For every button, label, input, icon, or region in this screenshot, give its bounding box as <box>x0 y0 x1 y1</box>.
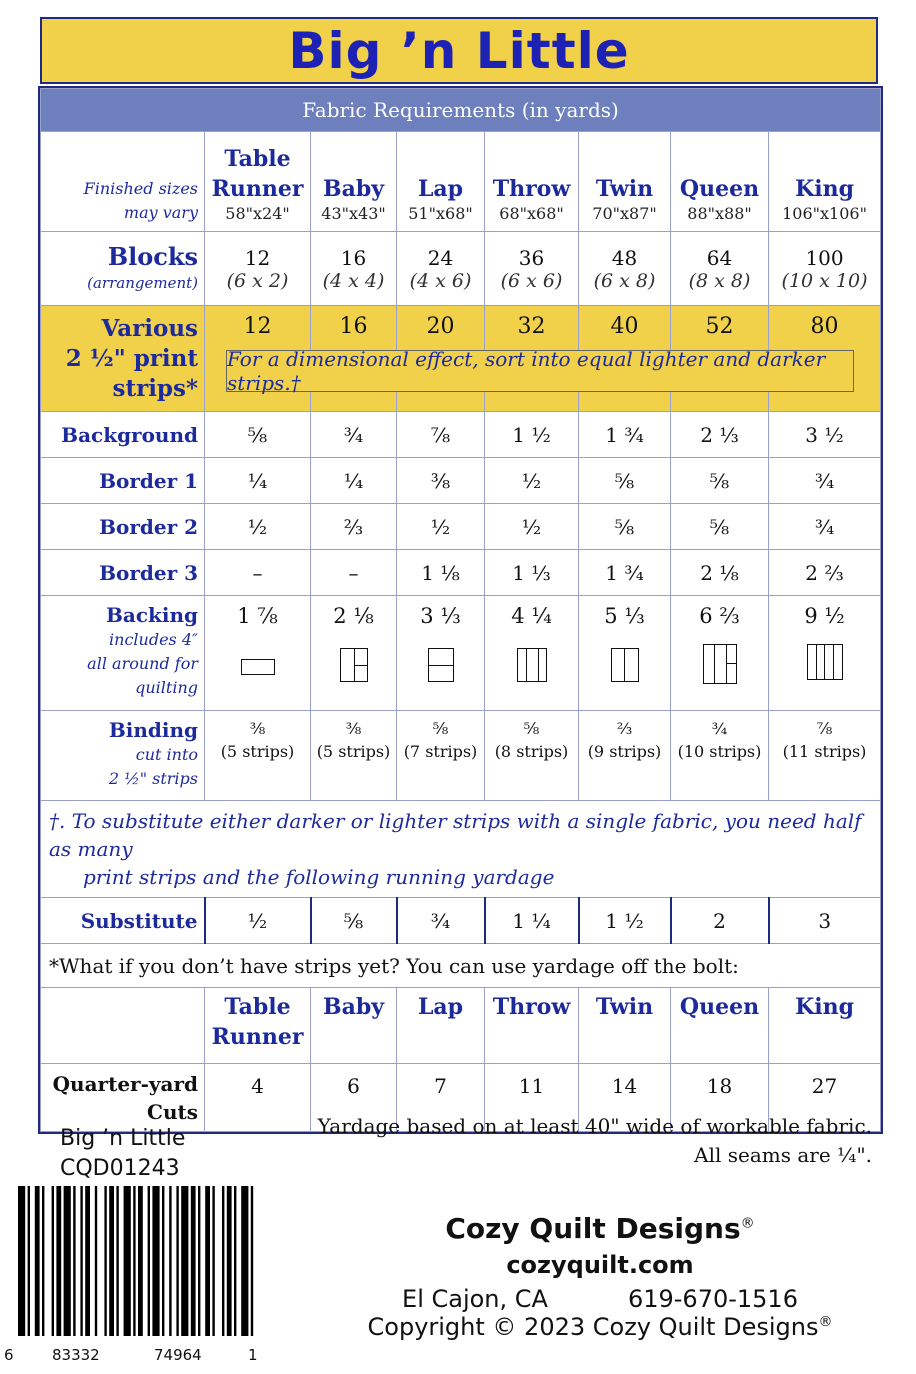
size-note-2: may vary <box>123 203 198 222</box>
backing-value: 1 ⅞ <box>237 604 278 628</box>
quarter-value: 6 <box>311 1064 397 1132</box>
backing-sub-1: includes 4″ <box>109 630 198 649</box>
size-name: Baby <box>322 994 384 1020</box>
barcode-digit-first: 6 <box>4 1346 14 1364</box>
binding-value: ⅞ <box>816 719 833 738</box>
blocks-arrangement: (6 x 6) <box>500 269 563 292</box>
backing-value: 3 ⅓ <box>420 604 461 628</box>
substitute-value: 3 <box>769 898 881 944</box>
backing-sub-3: quilting <box>135 678 198 697</box>
size-dim: 43"x43" <box>321 204 386 223</box>
substitute-value: ⅝ <box>311 898 397 944</box>
size-dim: 58"x24" <box>225 204 290 223</box>
backing-layout-icon <box>428 648 454 682</box>
sizes-row-2 <box>41 988 881 1064</box>
strips-value: 32 <box>485 306 579 412</box>
binding-value: ⅝ <box>523 719 540 738</box>
size-name: Table <box>224 994 291 1020</box>
size-name: Queen <box>679 994 760 1020</box>
footnote-line-1: †. To substitute either darker or lighter strips with a single fabric, you need half as many <box>49 809 862 861</box>
backing-value: 2 ⅛ <box>333 604 374 628</box>
strips-value: 20 <box>397 306 485 412</box>
blocks-value: 48 <box>611 245 638 270</box>
binding-strips: (9 strips) <box>587 742 662 761</box>
quarter-value: 11 <box>485 1064 579 1132</box>
company-name: Cozy Quilt Designs <box>445 1212 741 1245</box>
size-name: Throw <box>492 176 571 202</box>
size-name: Runner <box>211 176 304 202</box>
border1-value: ⅜ <box>397 458 485 504</box>
binding-label: Binding <box>108 718 198 742</box>
title-banner <box>40 17 878 84</box>
background-label: Background <box>41 412 205 458</box>
whatif-row <box>41 944 881 988</box>
border2-value: ½ <box>205 504 311 550</box>
size-name: Runner <box>211 1024 304 1050</box>
border2-value: ½ <box>397 504 485 550</box>
barcode-digits-left: 83332 <box>52 1346 100 1364</box>
size-dim: 88"x88" <box>687 204 752 223</box>
backing-layout-icon <box>703 644 737 684</box>
quarter-value: 14 <box>579 1064 671 1132</box>
border3-label: Border 3 <box>41 550 205 596</box>
size-dim: 51"x68" <box>408 204 473 223</box>
blocks-value: 16 <box>340 245 367 270</box>
quarter-value: 7 <box>397 1064 485 1132</box>
copyright-reg-mark: ® <box>818 1314 833 1330</box>
strips-label-1: Various <box>101 314 198 342</box>
fabric-requirements-table <box>40 88 881 1132</box>
size-name: King <box>795 176 854 202</box>
border1-value: ¾ <box>769 458 881 504</box>
company-url: cozyquilt.com <box>506 1251 694 1279</box>
border3-value: – <box>311 550 397 596</box>
size-name: Throw <box>492 994 571 1020</box>
strips-value: 52 <box>671 306 769 412</box>
binding-value: ⅝ <box>432 719 449 738</box>
product-info <box>60 1124 185 1184</box>
product-code: CQD01243 <box>60 1156 180 1181</box>
table-header: Fabric Requirements (in yards) <box>41 89 881 132</box>
blocks-value: 24 <box>427 245 454 270</box>
background-value: 1 ¾ <box>579 412 671 458</box>
border2-value: ⅔ <box>311 504 397 550</box>
size-dim: 106"x106" <box>782 204 867 223</box>
quarter-label-1: Quarter-yard <box>52 1072 198 1096</box>
size-name: Twin <box>595 994 654 1020</box>
border2-value: ¾ <box>769 504 881 550</box>
border2-label: Border 2 <box>41 504 205 550</box>
border2-value: ⅝ <box>579 504 671 550</box>
quarter-value: 27 <box>769 1064 881 1132</box>
backing-layout-icon <box>340 648 368 682</box>
border2-value: ½ <box>485 504 579 550</box>
whatif-text: *What if you don’t have strips yet? You can use yardage off the bolt: <box>41 944 881 988</box>
registered-mark: ® <box>740 1215 755 1232</box>
company-info <box>320 1212 880 1341</box>
blocks-arrangement: (4 x 4) <box>322 269 385 292</box>
substitute-value: 1 ½ <box>579 898 671 944</box>
barcode <box>18 1186 258 1336</box>
border2-value: ⅝ <box>671 504 769 550</box>
copyright: Copyright © 2023 Cozy Quilt Designs <box>367 1313 819 1341</box>
blocks-label: Blocks <box>107 242 198 271</box>
border1-value: ½ <box>485 458 579 504</box>
backing-row <box>41 596 881 711</box>
quarter-value: 4 <box>205 1064 311 1132</box>
blocks-value: 12 <box>244 245 271 270</box>
backing-value: 4 ¼ <box>511 604 552 628</box>
binding-value: ⅜ <box>345 719 362 738</box>
backing-value: 9 ½ <box>804 604 845 628</box>
product-name: Big ’n Little <box>60 1126 186 1151</box>
backing-layout-icon <box>241 659 275 675</box>
border1-value: ¼ <box>205 458 311 504</box>
yardage-line-1: Yardage based on at least 40" wide of workable fabric. <box>317 1114 872 1138</box>
strips-value: 40 <box>579 306 671 412</box>
quarter-label-2: Cuts <box>147 1100 198 1124</box>
strips-value: 80 <box>769 306 881 412</box>
background-value: 2 ⅓ <box>671 412 769 458</box>
strips-value: 16 <box>311 306 397 412</box>
blocks-arrangement: (10 x 10) <box>781 269 868 292</box>
backing-layout-icon <box>807 644 843 680</box>
size-name: Lap <box>417 176 464 202</box>
footnote-line-2: print strips and the following running yardage <box>83 865 555 889</box>
border3-value: – <box>205 550 311 596</box>
size-name: Lap <box>417 994 464 1020</box>
blocks-arrangement: (8 x 8) <box>688 269 751 292</box>
blocks-arrangement: (6 x 2) <box>226 269 289 292</box>
backing-layout-icon <box>517 648 547 682</box>
binding-strips: (5 strips) <box>316 742 391 761</box>
substitute-value: 1 ¼ <box>485 898 579 944</box>
size-name: Twin <box>595 176 654 202</box>
substitute-value: 2 <box>671 898 769 944</box>
substitute-row <box>41 898 881 944</box>
background-value: ⅞ <box>397 412 485 458</box>
border1-value: ⅝ <box>579 458 671 504</box>
backing-value: 5 ⅓ <box>604 604 645 628</box>
blocks-arrangement: (6 x 8) <box>593 269 656 292</box>
blocks-row: Blocks (arrangement) 12 (6 x 2) 16 (4 x 4) 24 (4 x 6) 36 (6 x 6) 48 (6 x 8) 64 (8 x 8) 100 (10 x 10) <box>41 232 881 306</box>
border1-row <box>41 458 881 504</box>
background-value: ⅝ <box>205 412 311 458</box>
size-name: Table <box>224 146 291 172</box>
size-dim: 68"x68" <box>499 204 564 223</box>
strips-label-2: 2 ½" print <box>65 344 198 372</box>
background-value: 3 ½ <box>769 412 881 458</box>
border3-value: 1 ⅛ <box>397 550 485 596</box>
border2-row <box>41 504 881 550</box>
size-name: Queen <box>679 176 760 202</box>
border1-value: ¼ <box>311 458 397 504</box>
blocks-value: 36 <box>518 245 545 270</box>
binding-strips: (8 strips) <box>494 742 569 761</box>
yardage-note <box>318 1112 872 1170</box>
sizes-row <box>41 132 881 232</box>
dimensional-note: For a dimensional effect, sort into equal lighter and darker strips.† <box>226 350 854 392</box>
barcode-digits-right: 74964 <box>154 1346 202 1364</box>
blocks-value: 100 <box>805 245 844 270</box>
binding-strips: (11 strips) <box>782 742 867 761</box>
size-name: King <box>795 994 854 1020</box>
size-dim: 70"x87" <box>592 204 657 223</box>
border3-value: 1 ⅓ <box>485 550 579 596</box>
binding-value: ⅔ <box>616 719 633 738</box>
backing-layout-icon <box>611 648 639 682</box>
blocks-value: 64 <box>706 245 733 270</box>
strips-label-3: strips* <box>112 374 198 402</box>
substitute-label: Substitute <box>41 898 205 944</box>
size-name: Baby <box>322 176 384 202</box>
footnote-row <box>41 801 881 898</box>
yardage-line-2: All seams are ¼". <box>694 1143 872 1167</box>
blocks-sub: arrangement <box>92 274 193 292</box>
backing-sub-2: all around for <box>87 654 198 673</box>
binding-row <box>41 711 881 801</box>
binding-strips: (7 strips) <box>403 742 478 761</box>
binding-sub-1: cut into <box>135 745 198 764</box>
company-city: El Cajon, CA <box>402 1285 548 1313</box>
binding-strips: (10 strips) <box>677 742 762 761</box>
border3-row <box>41 550 881 596</box>
border3-value: 2 ⅔ <box>769 550 881 596</box>
border3-value: 1 ¾ <box>579 550 671 596</box>
substitute-value: ¾ <box>397 898 485 944</box>
strips-value: 12 <box>205 306 311 412</box>
pattern-title: Big ’n Little <box>288 21 630 80</box>
substitute-value: ½ <box>205 898 311 944</box>
background-value: 1 ½ <box>485 412 579 458</box>
barcode-digit-last: 1 <box>248 1346 258 1364</box>
binding-sub-2: 2 ½" strips <box>108 769 198 788</box>
border1-value: ⅝ <box>671 458 769 504</box>
blocks-arrangement: (4 x 6) <box>409 269 472 292</box>
company-phone: 619-670-1516 <box>627 1285 798 1313</box>
backing-value: 6 ⅔ <box>699 604 740 628</box>
binding-strips: (5 strips) <box>220 742 295 761</box>
binding-value: ⅜ <box>249 719 266 738</box>
border1-label: Border 1 <box>41 458 205 504</box>
quarter-value: 18 <box>671 1064 769 1132</box>
background-value: ¾ <box>311 412 397 458</box>
size-note-1: Finished sizes <box>83 179 198 198</box>
backing-label: Backing <box>105 603 198 627</box>
background-row <box>41 412 881 458</box>
border3-value: 2 ⅛ <box>671 550 769 596</box>
binding-value: ¾ <box>711 719 728 738</box>
